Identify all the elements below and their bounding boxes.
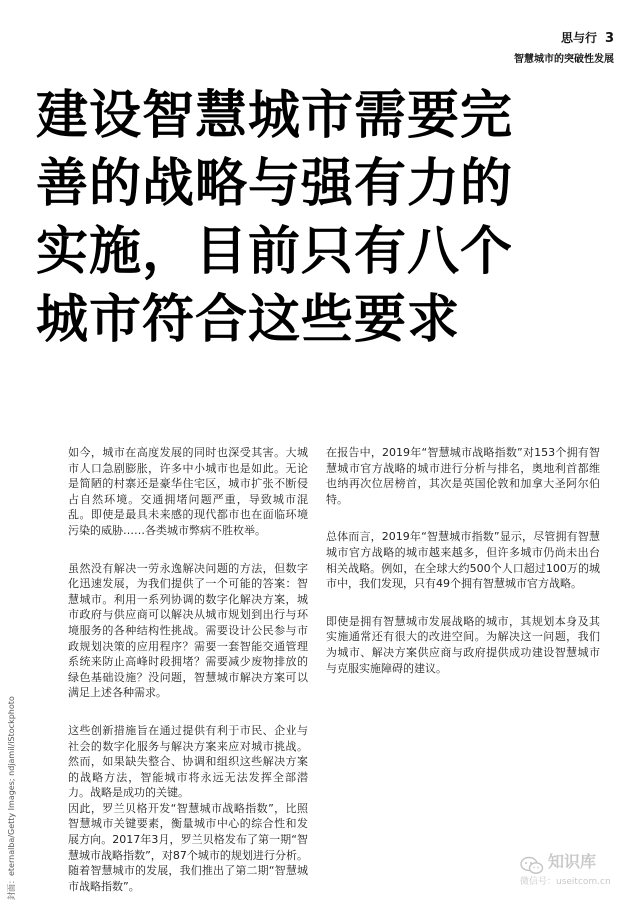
watermark	[520, 852, 624, 892]
headline	[36, 82, 616, 354]
body-paragraph: 虽然没有解决一劳永逸解决问题的方法，但数字化迅速发展，为我们提供了一个可能的答案：智慧城市。利用一系列协调的数字化解决方案，城市政府与供应商可以解决从城市规划到出行与环境服务的各种结构性挑战。需要设计公民参与市政规划决策的应用程序？需要一套智能交通管理系统来防止高峰时段拥堵？需要减少废物排放的绿色基础设施？没问题，智慧城市解决方案可以满足上述各种需求。	[68, 561, 308, 700]
watermark-sub: 微信号：useitcom.cn	[520, 877, 611, 887]
running-header	[514, 30, 614, 67]
headline-line: 城市符合这些要求	[36, 290, 461, 350]
header-section-line	[514, 30, 614, 47]
body-paragraph: 这些创新措施旨在通过提供有利于市民、企业与社会的数字化服务与解决方案来应对城市挑战。然而，如果缺失整合、协调和组织这些解决方案的战略方法，智能城市将永远无法发挥全部潜力。战略是成功的关键。	[68, 723, 308, 800]
body-paragraph: 如今，城市在高度发展的同时也深受其害。大城市人口急剧膨胀，许多中小城市也是如此。无论是简陋的村寨还是豪华住宅区，城市扩张不断侵占自然环境。交通拥堵问题严重，导致城市混乱。即使是最具未来感的现代都市也在面临环境污染的威胁……各类城市弊病不胜枚举。	[68, 446, 308, 537]
header-section: 思与行	[560, 31, 597, 45]
left-column	[68, 445, 308, 916]
photo-credit	[6, 690, 20, 900]
right-column	[326, 445, 600, 698]
headline-line: 建设智慧城市需要完	[36, 86, 514, 146]
body-paragraph: 在报告中，2019年“智慧城市战略指数”对153个拥有智慧城市官方战略的城市进行分析与排名，奥地利首都维也纳再次位居榜首，其次是英国伦敦和加拿大圣阿尔伯特。	[326, 446, 600, 506]
body-paragraph: 即使是拥有智慧城市发展战略的城市，其规划本身及其实施通常还有很大的改进空间。为解决这一问题，我们为城市、解决方案供应商与政府提供成功建设智慧城市与克服实施障碍的建议。	[326, 614, 600, 675]
page-number: 3	[604, 31, 614, 46]
wechat-icon	[520, 856, 544, 876]
body-paragraph: 因此，罗兰贝格开发“智慧城市战略指数”，比照智慧城市关键要素，衡量城市中心的综合性和发展方向。2017年3月，罗兰贝格发布了第一期“智慧城市战略指数”，对87个城市的规划进行分析。随着智慧城市的发展，我们推出了第二期“智慧城市战略指数”。	[68, 801, 308, 893]
photo-credit-text: 封面：eternalba/Getty Images; ndjamil/iStockphoto	[7, 696, 16, 900]
header-subtitle: 智慧城市的突破性发展	[514, 54, 614, 65]
body-paragraph: 总体而言，2019年“智慧城市指数”显示，尽管拥有智慧城市官方战略的城市越来越多，但许多城市仍尚未出台相关战略。例如，在全球大约500个人口超过100万的城市中，我们发现，只有49个拥有智慧城市官方战略。	[326, 530, 600, 591]
watermark-name: 知识库	[548, 852, 597, 871]
headline-line: 实施，目前只有八个	[36, 222, 514, 282]
headline-line: 善的战略与强有力的	[36, 154, 514, 214]
